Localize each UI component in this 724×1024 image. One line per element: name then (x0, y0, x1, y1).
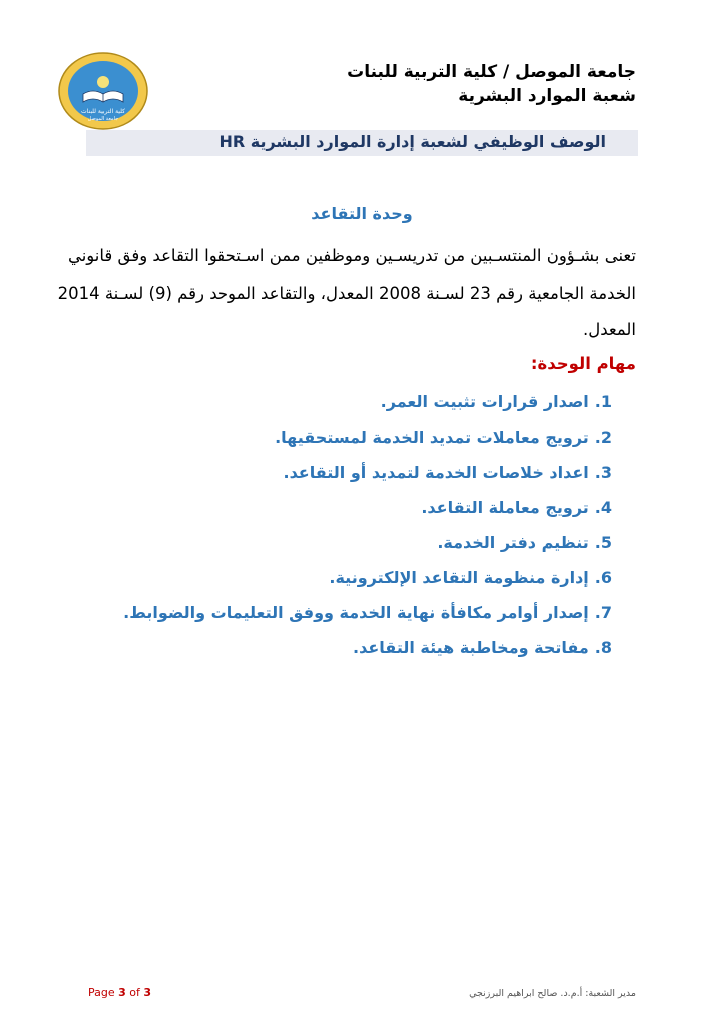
task-text: إصدار أوامر مكافأة نهاية الخدمة ووفق التعليمات والضوابط. (123, 603, 589, 622)
task-item (329, 568, 612, 587)
page-of: of (129, 986, 140, 999)
university-line: جامعة الموصل / كلية التربية للبنات (347, 62, 636, 82)
task-text: اصدار قرارات تثبيت العمر. (380, 392, 589, 411)
task-item (381, 392, 612, 411)
page-total: 3 (143, 986, 152, 999)
task-item (437, 533, 612, 552)
task-number: 6. (594, 568, 612, 587)
paragraph-line-1: تعنى بشـؤون المنتسـبين من تدريسـين وموظفين ممن اسـتحقوا التقاعد وفق قانوني (67, 246, 636, 265)
task-text: اعداد خلاصات الخدمة لتمديد أو التقاعد. (283, 463, 589, 482)
task-text: تنظيم دفتر الخدمة. (437, 533, 589, 552)
page-current: 3 (118, 986, 126, 999)
logo-caption: كلية التربية للبنات (81, 108, 125, 115)
task-item (283, 463, 612, 482)
manager-signature-line: مدير الشعبة: أ.م.د. صالح ابراهيم البرزنجي (469, 988, 636, 999)
task-item (123, 603, 612, 622)
page-title: الوصف الوظيفي لشعبة إدارة الموارد البشرية HR (219, 132, 606, 151)
task-number: 7. (594, 603, 612, 622)
page-word: Page (88, 986, 115, 999)
task-number: 8. (594, 638, 612, 657)
task-text: مفاتحة ومخاطبة هيئة التقاعد. (353, 638, 589, 657)
task-item (353, 638, 612, 657)
task-text: ترويج معاملة التقاعد. (421, 498, 589, 517)
task-item (275, 428, 612, 447)
logo-subcaption: جامعة الموصل (87, 116, 119, 122)
department-line: شعبة الموارد البشرية (458, 86, 636, 106)
task-number: 5. (594, 533, 612, 552)
paragraph-line-3: المعدل. (582, 320, 636, 339)
tasks-heading: مهام الوحدة: (530, 354, 636, 373)
college-logo (58, 52, 148, 130)
task-number: 4. (594, 498, 612, 517)
task-item (421, 498, 612, 517)
page-number (88, 986, 151, 999)
task-number: 1. (594, 392, 612, 411)
paragraph-line-2: الخدمة الجامعية رقم 23 لسـنة 2008 المعدل، والتقاعد الموحد رقم (9) لسـنة 2014 (57, 284, 636, 303)
task-text: إدارة منظومة التقاعد الإلكترونية. (329, 568, 589, 587)
task-text: ترويج معاملات تمديد الخدمة لمستحقيها. (275, 428, 589, 447)
task-number: 2. (594, 428, 612, 447)
unit-heading: وحدة التقاعد (311, 204, 413, 223)
task-number: 3. (594, 463, 612, 482)
